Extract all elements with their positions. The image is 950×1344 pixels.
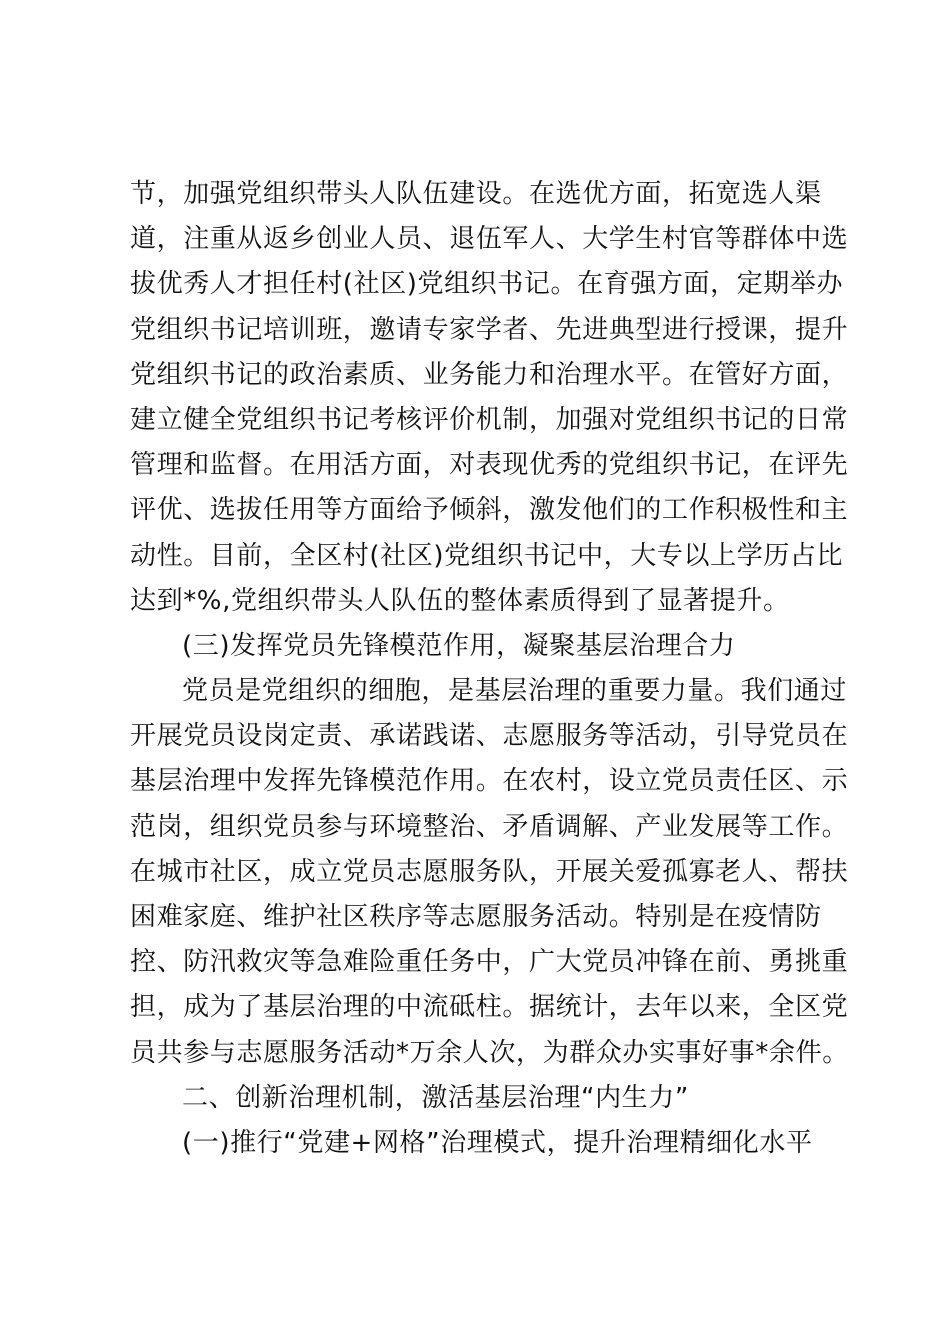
text-line: 党员是党组织的细胞，是基层治理的重要力量。我们通过 bbox=[182, 676, 848, 707]
text-line: 在城市社区，成立党员志愿服务队，开展关爱孤寡老人、帮扶 bbox=[130, 856, 849, 887]
text-line: 控、防汛救灾等急难险重任务中，广大党员冲锋在前、勇挑重 bbox=[130, 947, 849, 978]
text-line: 基层治理中发挥先锋模范作用。在农村，设立党员责任区、示 bbox=[130, 766, 849, 797]
text-line: 达到*%,党组织带头人队伍的整体素质得到了显著提升。 bbox=[130, 585, 790, 616]
text-line: 开展党员设岗定责、承诺践诺、志愿服务等活动，引导党员在 bbox=[130, 721, 849, 752]
chapter-heading: 二、创新治理机制，激活基层治理“内生力” bbox=[182, 1082, 689, 1113]
text-line: 担，成为了基层治理的中流砥柱。据统计，去年以来，全区党 bbox=[130, 992, 849, 1023]
text-line: 动性。目前，全区村(社区)党组织书记中，大专以上学历占比 bbox=[130, 540, 844, 571]
text-line: 道，注重从返乡创业人员、退伍军人、大学生村官等群体中选 bbox=[130, 224, 849, 255]
text-line: 管理和监督。在用活方面，对表现优秀的党组织书记，在评先 bbox=[130, 450, 849, 481]
text-line: 节，加强党组织带头人队伍建设。在选优方面，拓宽选人渠 bbox=[130, 179, 822, 209]
section-heading: (三)发挥党员先锋模范作用，凝聚基层治理合力 bbox=[182, 630, 736, 661]
text-line: 困难家庭、维护社区秩序等志愿服务活动。特别是在疫情防 bbox=[130, 902, 822, 932]
text-line: 评优、选拔任用等方面给予倾斜，激发他们的工作积极性和主 bbox=[130, 495, 849, 526]
section-heading: (一)推行“党建+网格”治理模式，提升治理精细化水平 bbox=[182, 1127, 813, 1158]
text-line: 党组织书记的政治素质、业务能力和治理水平。在管好方面， bbox=[130, 359, 849, 390]
text-line: 党组织书记培训班，邀请专家学者、先进典型进行授课，提升 bbox=[130, 314, 849, 345]
text-line: 建立健全党组织书记考核评价机制，加强对党组织书记的日常 bbox=[130, 404, 849, 435]
text-line: 员共参与志愿服务活动*万余人次，为群众办实事好事*余件。 bbox=[130, 1037, 849, 1068]
text-line: 范岗，组织党员参与环境整治、矛盾调解、产业发展等工作。 bbox=[130, 811, 849, 842]
text-line: 拔优秀人才担任村(社区)党组织书记。在育强方面，定期举办 bbox=[130, 269, 844, 300]
body-text bbox=[130, 172, 849, 1166]
